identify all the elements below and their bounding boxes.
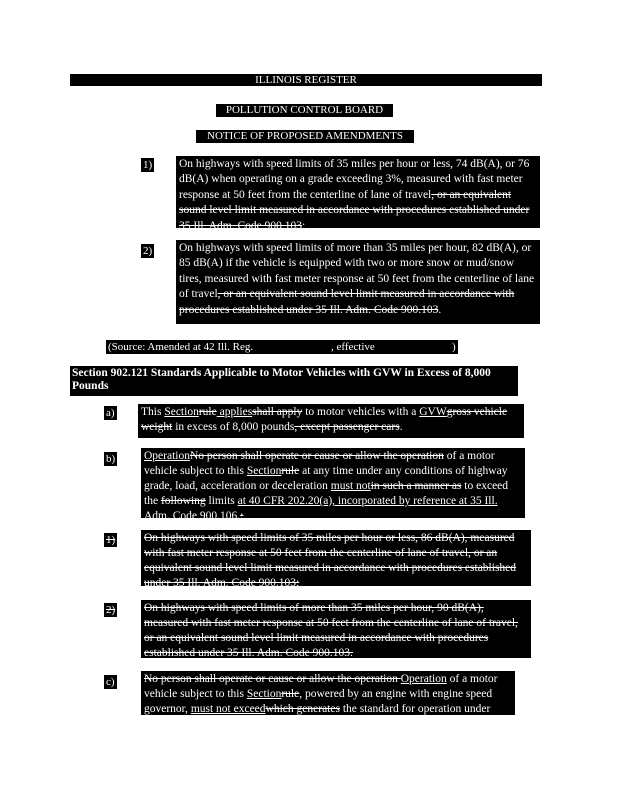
para-b-text-1: of a motor vehicle subject to this bbox=[144, 450, 495, 477]
para-a-del-4: , except passenger cars bbox=[294, 421, 400, 433]
para-c-del-1: No person shall operate or cause or allow the operation bbox=[144, 673, 401, 685]
para-b-label: b) bbox=[106, 453, 116, 465]
item1-deleted-text: , or an equivalent sound level limit measured in accordance with procedures established under 35 Ill. Adm. Code 900.103 bbox=[179, 188, 530, 232]
item1-block bbox=[176, 156, 540, 232]
board-title: POLLUTION CONTROL BOARD bbox=[216, 104, 393, 117]
para-b-del-1: No person shall operate or cause or allow the operation bbox=[189, 450, 444, 462]
para-b-ins-1: Operation bbox=[144, 450, 190, 462]
para-c-block bbox=[141, 671, 515, 715]
source-prefix: (Source: Amended at 42 Ill. Reg. bbox=[108, 341, 254, 353]
para-a-text-2: to motor vehicles with a bbox=[302, 406, 420, 418]
para-a-ins-2: applies bbox=[216, 406, 253, 418]
para-a-ins-1: Section bbox=[164, 406, 199, 418]
para-c-text-1: of a motor vehicle subject to this bbox=[144, 673, 498, 700]
para-b-block bbox=[141, 448, 525, 522]
para-c-ins-3: must not exceed bbox=[190, 703, 266, 715]
para-b-text-2: at any time under any conditions of highway grade, load, acceleration or deceleration bbox=[144, 465, 508, 492]
item2-block bbox=[176, 240, 540, 324]
para-c-del-2: rule bbox=[281, 688, 300, 700]
para-b-del-4: following bbox=[160, 495, 206, 507]
register-title: ILLINOIS REGISTER bbox=[255, 74, 357, 86]
para-b-del-5: : bbox=[240, 510, 244, 522]
item1-text: On highways with speed limits of 35 miles per hour or less, 74 dB(A), or 76 dB(A) when operating on a grade exceeding 3%, measured with fast meter response at 50 feet from the centerline of lane of travel bbox=[179, 158, 530, 201]
para-a-text-3: in excess of 8,000 pounds bbox=[172, 421, 295, 433]
para-b-text-4: limits bbox=[205, 495, 238, 507]
para-b-text-3: to exceed the bbox=[144, 480, 509, 507]
deleted-item2-block: On highways with speed limits of more than 35 miles per hour, 90 dB(A), measured with fast meter response at 50 feet from the centerline of lane of travel, or an equivalent sound level limit measured in accordance with procedures established under 35 Ill. Adm. Code 900.103. bbox=[141, 600, 531, 658]
section-heading: Section 902.121 Standards Applicable to Motor Vehicles with GVW in Excess of 8,000 Pounds bbox=[70, 366, 518, 396]
para-c-text-3: the standard for operation under bbox=[339, 703, 491, 715]
para-b-text-5: . bbox=[237, 510, 241, 522]
para-a-label: a) bbox=[106, 407, 115, 419]
para-c-del-3: which generates bbox=[265, 703, 340, 715]
para-b-ins-3: must not bbox=[330, 480, 371, 492]
item1-end: ; bbox=[302, 219, 306, 232]
para-a-del-3: gross vehicle weight bbox=[141, 406, 508, 433]
para-a-text-1: This bbox=[141, 406, 165, 418]
deleted-item1-label: 1) bbox=[106, 534, 116, 546]
para-b-del-3: in such a manner as bbox=[370, 480, 462, 492]
para-c-ins-2: Section bbox=[246, 688, 282, 700]
para-b-ins-4: at 40 CFR 202.20(a), incorporated by reference at 35 Ill. Adm. Code 900.106 bbox=[144, 495, 498, 522]
deleted-item2-label: 2) bbox=[106, 604, 116, 616]
para-a-text-4: . bbox=[399, 421, 403, 433]
para-a-ins-3: GVW bbox=[419, 406, 447, 418]
para-c-text-2: , powered by an engine with engine speed governor, bbox=[144, 688, 493, 715]
item2-end: . bbox=[438, 303, 442, 316]
para-b-ins-2: Section bbox=[246, 465, 282, 477]
deleted-item1-block: On highways with speed limits of 35 miles per hour or less, 86 dB(A), measured with fast meter response at 50 feet from the centerline of lane of travel, or an equivalent sound level limit measured in accordance with procedures established under 35 Ill. Adm. Code 900.103; bbox=[141, 530, 531, 586]
para-b-del-2: rule bbox=[281, 465, 300, 477]
source-mid: , effective bbox=[331, 341, 375, 353]
notice-title: NOTICE OF PROPOSED AMENDMENTS bbox=[196, 130, 414, 143]
para-c-ins-1: Operation bbox=[400, 673, 447, 685]
para-a-del-2: shall apply bbox=[252, 406, 303, 418]
item1-label: 1) bbox=[143, 159, 153, 171]
item2-text: On highways with speed limits of more than 35 miles per hour, 82 dB(A), or 85 dB(A) if the vehicle is equipped with two or more snow or mud/snow tires, measured with fast meter response at 50 feet from the centerline of lane of travel bbox=[179, 242, 535, 301]
para-a-del-1: rule bbox=[198, 406, 217, 418]
para-c-label: c) bbox=[106, 676, 115, 688]
source-suffix: ) bbox=[452, 341, 456, 353]
register-banner bbox=[70, 74, 542, 86]
source-line bbox=[106, 340, 458, 354]
item2-label: 2) bbox=[143, 245, 153, 257]
item2-deleted-text: , or an equivalent sound level limit measured in accordance with procedures established under 35 Ill. Adm. Code 900.103 bbox=[179, 288, 515, 316]
para-a-block bbox=[138, 404, 524, 438]
